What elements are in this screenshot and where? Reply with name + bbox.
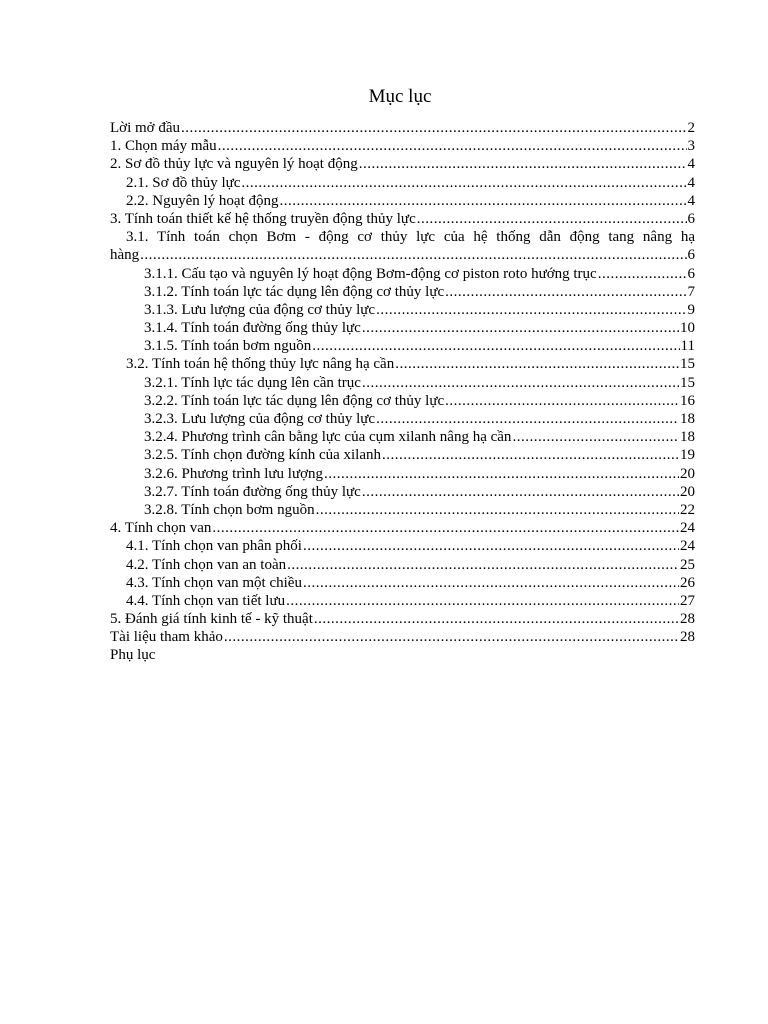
toc-entry-tai-lieu-tham-khao[interactable] bbox=[110, 628, 695, 646]
toc-entry-2[interactable] bbox=[110, 155, 695, 173]
toc-entry-label: 4.2. Tính chọn van an toàn bbox=[126, 556, 287, 573]
toc-leader-dots bbox=[324, 465, 679, 483]
toc-entry-3[interactable] bbox=[110, 210, 695, 228]
toc-entry-3-1-4[interactable] bbox=[110, 319, 695, 337]
toc-entry-label-line1: 3.1. Tính toán chọn Bơm - động cơ thủy lực của hệ thống dẫn động tang nâng hạ bbox=[126, 229, 695, 246]
toc-leader-dots bbox=[316, 501, 679, 519]
toc-page-number: 27 bbox=[680, 592, 695, 609]
toc-leader-dots bbox=[359, 155, 687, 173]
toc-entry-label: 3.1.4. Tính toán đường ống thủy lực bbox=[144, 320, 361, 337]
toc-leader-dots bbox=[279, 192, 686, 210]
toc-leader-dots bbox=[140, 246, 686, 264]
toc-page-number: 15 bbox=[680, 374, 695, 391]
toc-entry-5[interactable] bbox=[110, 610, 695, 628]
toc-entry-3-2[interactable] bbox=[110, 355, 695, 373]
toc-entry-label-line2-row bbox=[110, 246, 695, 264]
toc-page-number: 6 bbox=[687, 265, 695, 282]
toc-page-number: 9 bbox=[687, 301, 695, 318]
toc-entry-label: 4.4. Tính chọn van tiết lưu bbox=[126, 592, 286, 609]
toc-entry-3-1-3[interactable] bbox=[110, 301, 695, 319]
toc-entry-label: 3.1.5. Tính toán bơm nguồn bbox=[144, 338, 312, 355]
toc-leader-dots bbox=[303, 574, 679, 592]
toc-entry-label: 1. Chọn máy mẫu bbox=[110, 138, 217, 155]
toc-entry-loi-mo-dau[interactable] bbox=[110, 119, 695, 137]
toc-leader-dots bbox=[212, 519, 679, 537]
toc-entry-label: 4.1. Tính chọn van phân phối bbox=[126, 538, 302, 555]
toc-entry-4-3[interactable] bbox=[110, 574, 695, 592]
toc-entry-3-2-2[interactable] bbox=[110, 392, 695, 410]
toc-entry-2-1[interactable] bbox=[110, 174, 695, 192]
toc-page-number: 2 bbox=[687, 120, 695, 136]
toc-page-number: 19 bbox=[680, 447, 695, 464]
toc-leader-dots bbox=[241, 174, 686, 192]
toc-leader-dots bbox=[376, 301, 686, 319]
toc-leader-dots bbox=[382, 446, 679, 464]
toc-entry-label: 4.3. Tính chọn van một chiều bbox=[126, 574, 302, 591]
toc-entry-4-2[interactable] bbox=[110, 556, 695, 574]
toc-entry-label: 3. Tính toán thiết kế hệ thống truyền động thủy lực bbox=[110, 210, 416, 227]
toc-page-number: 6 bbox=[687, 210, 695, 227]
toc-page-number: 28 bbox=[680, 611, 695, 628]
toc-page-number: 3 bbox=[687, 138, 695, 155]
toc-entry-label: 3.2.1. Tính lực tác dụng lên cần trục bbox=[144, 374, 361, 391]
toc-leader-dots bbox=[312, 337, 679, 355]
toc-entry-label: Tài liệu tham khảo bbox=[110, 629, 223, 646]
table-of-contents bbox=[110, 119, 695, 665]
toc-entry-3-2-7[interactable] bbox=[110, 483, 695, 501]
toc-leader-dots bbox=[362, 374, 679, 392]
toc-entry-label: 3.2.7. Tính toán đường ống thủy lực bbox=[144, 483, 361, 500]
toc-entry-label: 3.1.3. Lưu lượng của động cơ thủy lực bbox=[144, 301, 376, 318]
toc-entry-3-2-8[interactable] bbox=[110, 501, 695, 519]
toc-entry-4-1[interactable] bbox=[110, 537, 695, 555]
toc-leader-dots bbox=[445, 392, 679, 410]
toc-entry-label: 3.2.6. Phương trình lưu lượng bbox=[144, 465, 324, 482]
toc-entry-label: 3.1.1. Cấu tạo và nguyên lý hoạt động Bơm-động cơ piston roto hướng trục bbox=[144, 265, 597, 282]
toc-page-number: 18 bbox=[680, 411, 695, 427]
toc-entry-label: 2.2. Nguyên lý hoạt động bbox=[126, 192, 279, 209]
toc-entry-label: 3.1.2. Tính toán lực tác dụng lên động cơ thủy lực bbox=[144, 283, 445, 300]
toc-page-number: 4 bbox=[687, 156, 695, 173]
toc-entry-label: 3.2.4. Phương trình cân bằng lực của cụm xilanh nâng hạ cần bbox=[144, 429, 512, 446]
toc-leader-dots bbox=[362, 319, 679, 337]
toc-entry-label: 2.1. Sơ đồ thủy lực bbox=[126, 174, 241, 191]
toc-page-number: 4 bbox=[687, 192, 695, 209]
toc-entry-3-1[interactable] bbox=[110, 228, 695, 264]
toc-page-number: 24 bbox=[680, 520, 695, 537]
toc-entry-3-1-2[interactable] bbox=[110, 283, 695, 301]
toc-entry-2-2[interactable] bbox=[110, 192, 695, 210]
toc-page-number: 4 bbox=[687, 174, 695, 191]
toc-page-number: 15 bbox=[680, 356, 695, 373]
toc-leader-dots bbox=[303, 537, 679, 555]
toc-entry-4-4[interactable] bbox=[110, 592, 695, 610]
toc-leader-dots bbox=[598, 265, 687, 283]
toc-page-number: 20 bbox=[680, 465, 695, 482]
toc-entry-3-1-5[interactable] bbox=[110, 337, 695, 355]
toc-entry-3-1-1[interactable] bbox=[110, 265, 695, 283]
toc-page-number: 18 bbox=[680, 429, 695, 446]
toc-page-number: 28 bbox=[680, 629, 695, 646]
toc-leader-dots bbox=[314, 610, 679, 628]
toc-entry-label: 3.2. Tính toán hệ thống thủy lực nâng hạ cần bbox=[126, 356, 395, 373]
toc-entry-label: 3.2.2. Tính toán lực tác dụng lên động cơ thủy lực bbox=[144, 392, 445, 409]
toc-entry-label: 2. Sơ đồ thủy lực và nguyên lý hoạt động bbox=[110, 156, 358, 173]
toc-page-number: 22 bbox=[680, 501, 695, 518]
toc-entry-1[interactable] bbox=[110, 137, 695, 155]
toc-leader-dots bbox=[417, 210, 687, 228]
toc-page-number: 25 bbox=[680, 556, 695, 573]
toc-entry-label: 4. Tính chọn van bbox=[110, 520, 212, 537]
toc-entry-label: 3.2.3. Lưu lượng của động cơ thủy lực bbox=[144, 411, 376, 427]
toc-entry-3-2-3[interactable] bbox=[110, 410, 695, 428]
toc-page-number: 16 bbox=[680, 392, 695, 409]
toc-leader-dots bbox=[224, 628, 679, 646]
toc-page-number: 20 bbox=[680, 483, 695, 500]
toc-entry-3-2-6[interactable] bbox=[110, 465, 695, 483]
toc-entry-label: Phụ lục bbox=[110, 647, 156, 664]
toc-page-number: 6 bbox=[687, 247, 695, 264]
toc-entry-label: 5. Đánh giá tính kinh tế - kỹ thuật bbox=[110, 611, 313, 628]
toc-entry-3-2-4[interactable] bbox=[110, 428, 695, 446]
toc-leader-dots bbox=[395, 355, 679, 373]
page-title: Mục lục bbox=[368, 86, 432, 107]
toc-page-number: 26 bbox=[680, 574, 695, 591]
toc-page-number: 11 bbox=[680, 338, 695, 355]
toc-entry-label: Lời mở đầu bbox=[110, 120, 181, 136]
toc-entry-4[interactable] bbox=[110, 519, 695, 537]
toc-leader-dots bbox=[376, 410, 679, 428]
toc-leader-dots bbox=[512, 428, 679, 446]
toc-leader-dots bbox=[218, 137, 687, 155]
toc-leader-dots bbox=[287, 556, 679, 574]
toc-leader-dots bbox=[362, 483, 679, 501]
toc-page-number: 10 bbox=[680, 320, 695, 337]
toc-entry-label: 3.2.5. Tính chọn đường kính của xilanh bbox=[144, 447, 382, 464]
toc-entry-3-2-5[interactable] bbox=[110, 446, 695, 464]
toc-leader-dots bbox=[286, 592, 679, 610]
toc-entry-label-line2: hàng bbox=[110, 247, 140, 264]
toc-page-number: 24 bbox=[680, 538, 695, 555]
toc-leader-dots bbox=[181, 119, 686, 137]
toc-entry-3-2-1[interactable] bbox=[110, 374, 695, 392]
toc-entry-phu-luc[interactable] bbox=[110, 646, 695, 664]
toc-leader-dots bbox=[445, 283, 686, 301]
toc-entry-label: 3.2.8. Tính chọn bơm nguồn bbox=[144, 501, 315, 518]
toc-page-number: 7 bbox=[687, 283, 695, 300]
